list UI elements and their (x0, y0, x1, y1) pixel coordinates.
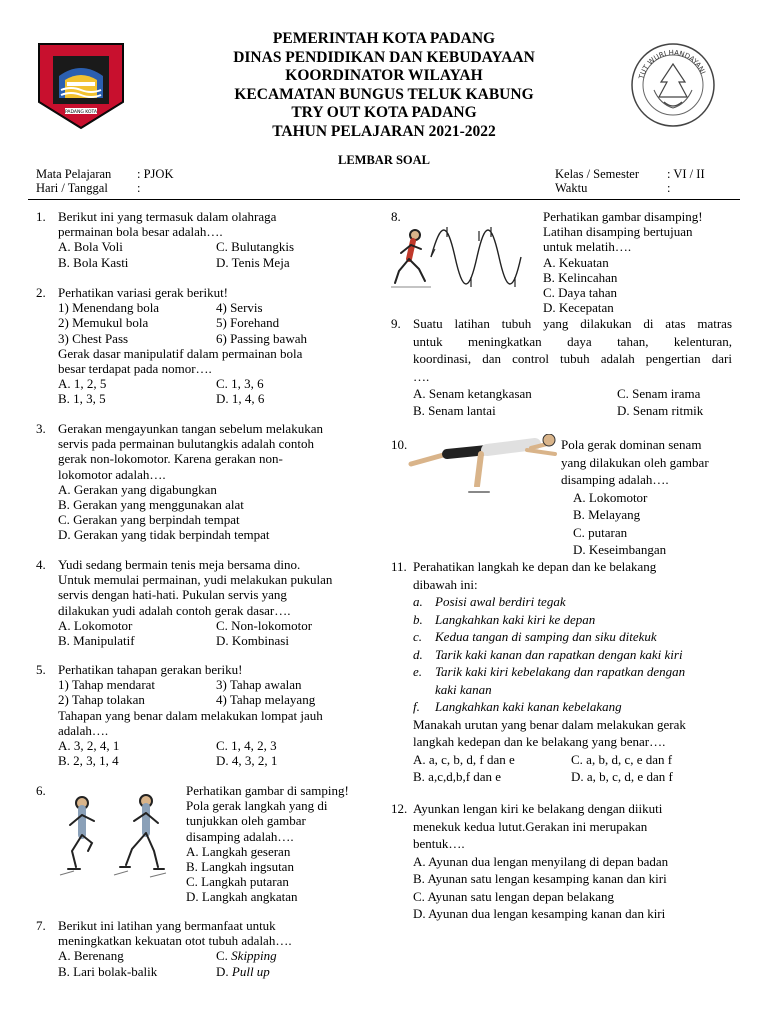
step-text: Tarik kaki kanan dan rapatkan dengan kaki kiri (435, 646, 683, 662)
option-b: B. Ayunan satu lengan kesamping kanan dan kiri (413, 871, 667, 886)
option-c: C. Daya tahan (543, 284, 618, 300)
question-7 (36, 918, 376, 979)
class-label: Kelas / Semester (555, 167, 640, 181)
option-a: A. Gerakan yang digabungkan (58, 481, 217, 497)
option-c: C. putaran (573, 524, 628, 540)
question-text: meningkatkan kekuatan otot tubuh adalah…. (58, 933, 292, 949)
question-text: Perhatikan tahapan gerakan beriku! (58, 662, 243, 677)
question-number: 3. (36, 421, 46, 436)
question-text: dilakukan yudi adalah contoh gerak dasar…. (58, 602, 291, 618)
question-number: 5. (36, 662, 46, 677)
item: 5) Forehand (216, 315, 280, 331)
time-value: : (667, 181, 671, 195)
option-d: D. Tenis Meja (216, 254, 290, 270)
item: 4) Servis (216, 300, 263, 316)
option-b: B. Manipulatif (58, 632, 135, 648)
option-c: C. Senam irama (617, 386, 701, 401)
option-b: B. Kelincahan (543, 269, 618, 285)
option-a: A. Ayunan dua lengan menyilang di depan badan (413, 853, 669, 869)
header-divider (28, 199, 740, 200)
question-number: 10. (391, 437, 408, 452)
option-b: B. Melayang (573, 507, 641, 522)
step-label: c. (413, 629, 423, 644)
item: 3) Chest Pass (58, 330, 129, 346)
step-text: Tarik kaki kiri kebelakang dan rapatkan dengan (435, 664, 686, 679)
question-text: Perhatikan gambar disamping! (543, 209, 703, 224)
item: 1) Tahap mendarat (58, 677, 156, 693)
left-logo-text: PADANG KOTA (65, 110, 97, 115)
question-text: permainan bola besar adalah…. (58, 224, 223, 240)
question-10 (391, 436, 736, 559)
tut-wuri-handayani-logo (630, 42, 716, 128)
question-text: dibawah ini: (413, 576, 478, 592)
question-text: Pola gerak dominan senam (561, 437, 702, 452)
question-1 (36, 209, 376, 270)
option-d: D. Pull up (216, 963, 270, 979)
step-text: kaki kanan (435, 681, 492, 697)
header-line-6: TAHUN PELAJARAN 2021-2022 (272, 122, 496, 140)
option-b: B. Senam lantai (413, 403, 496, 418)
question-text: Suatu latihan tubuh yang dilakukan di atas matras (413, 316, 732, 331)
option-a: A. Lokomotor (58, 617, 133, 633)
question-text: Untuk memulai permainan, yudi melakukan pukulan (58, 572, 333, 588)
question-text: Ayunkan lengan kiri ke belakang dengan diikuti (413, 801, 663, 816)
subject-value: : PJOK (137, 167, 174, 181)
header-line-1: PEMERINTAH KOTA PADANG (272, 30, 496, 47)
question-3 (36, 421, 376, 543)
question-text: servis dengan hati-hati. Pukulan servis yang (58, 587, 287, 603)
question-text: Perhatikan gambar di samping! (186, 783, 349, 798)
question-text: disamping adalah…. (561, 472, 669, 487)
question-text: lokomotor adalah…. (58, 466, 166, 482)
time-label: Waktu (555, 181, 588, 195)
option-c: C. Gerakan yang berpindah tempat (58, 512, 240, 528)
item: 2) Tahap tolakan (58, 692, 145, 708)
option-d: D. Ayunan dua lengan kesamping kanan dan kiri (413, 906, 666, 921)
question-number: 6. (36, 783, 46, 798)
question-5 (36, 662, 376, 768)
option-d: D. 1, 4, 6 (216, 391, 265, 407)
option-a: A. Kekuatan (543, 254, 609, 270)
right-logo-text: TUT WURI HANDAYANI (637, 48, 707, 80)
step-label: d. (413, 646, 423, 662)
option-b: B. Lari bolak-balik (58, 963, 158, 979)
option-c: C. a, b, d, c, e dan f (571, 751, 673, 767)
question-12 (391, 800, 736, 923)
sheet-title: LEMBAR SOAL (337, 153, 431, 167)
option-a: A. 1, 2, 5 (58, 376, 107, 392)
question-text: Gerak dasar manipulatif dalam permainan bola (58, 345, 303, 361)
question-text: …. (413, 368, 430, 384)
question-text: koordinasi, dan control tubuh adalah pengertian dari (413, 351, 732, 366)
option-a: A. Bola Voli (58, 239, 123, 255)
option-c: C. Langkah putaran (186, 874, 289, 890)
step-label: b. (413, 611, 423, 627)
option-d: D. Kecepatan (543, 300, 614, 316)
option-c: C. 1, 3, 6 (216, 376, 264, 392)
question-text: besar terdapat pada nomor…. (58, 360, 212, 376)
option-b: B. Langkah ingsutan (186, 858, 294, 874)
option-b: B. 2, 3, 1, 4 (58, 753, 119, 769)
question-text: menekuk kedua lutut.Gerakan ini merupakan (413, 818, 648, 834)
question-text: tunjukkan oleh gambar (186, 813, 306, 829)
question-text: untuk meningkatkan daya tahan, kelenturan, (413, 333, 732, 349)
step-text: Posisi awal berdiri tegak (435, 594, 566, 609)
question-11 (391, 558, 736, 786)
question-text: yang dilakukan oleh gambar (561, 454, 709, 470)
question-text: Berikut ini yang termasuk dalam olahraga (58, 209, 277, 224)
question-text: servis pada permainan bulutangkis adalah contoh (58, 436, 314, 452)
subject-label: Mata Pelajaran (36, 167, 112, 181)
question-text: Tahapan yang benar dalam melakukan lompat jauh (58, 707, 323, 723)
option-a: A. 3, 2, 4, 1 (58, 737, 120, 753)
option-a: A. Berenang (58, 948, 124, 964)
option-d: D. Senam ritmik (617, 403, 704, 418)
step-label: f. (413, 699, 420, 714)
option-b: B. a,c,d,b,f dan e (413, 769, 502, 784)
question-number: 12. (391, 801, 408, 816)
option-c: C. 1, 4, 2, 3 (216, 737, 277, 753)
step-text: Langkahkan kaki kiri ke depan (435, 611, 596, 627)
item: 3) Tahap awalan (216, 677, 302, 693)
question-number: 4. (36, 557, 46, 572)
header-line-2: DINAS PENDIDIKAN DAN KEBUDAYAAN (233, 48, 535, 66)
item: 6) Passing bawah (216, 330, 307, 346)
question-text: Yudi sedang bermain tenis meja bersama dino. (58, 557, 301, 572)
question-text: bentuk…. (413, 836, 465, 851)
question-text: Manakah urutan yang benar dalam melakukan gerak (413, 716, 686, 732)
option-d: D. Keseimbangan (573, 542, 667, 557)
question-text: Berikut ini latihan yang bermanfaat untuk (58, 918, 276, 933)
option-a: A. Langkah geseran (186, 843, 291, 859)
question-text: Latihan disamping bertujuan (543, 224, 693, 240)
option-c: C. Bulutangkis (216, 239, 295, 255)
zigzag-run-figure (391, 221, 531, 296)
question-9 (391, 315, 732, 419)
question-number: 9. (391, 316, 401, 331)
option-d: D. Kombinasi (216, 632, 289, 648)
option-b: B. 1, 3, 5 (58, 391, 106, 407)
question-text: disamping adalah…. (186, 828, 294, 844)
question-8 (391, 209, 736, 315)
day-value: : (137, 181, 141, 195)
option-c: C. Skipping (216, 948, 277, 964)
question-4 (36, 557, 376, 648)
class-value: : VI / II (667, 167, 705, 181)
question-text: Pola gerak langkah yang di (186, 798, 328, 814)
header-line-3: KOORDINATOR WILAYAH (285, 67, 483, 84)
step-label: e. (413, 664, 423, 679)
question-number: 8. (391, 209, 401, 224)
option-b: B. Bola Kasti (58, 254, 129, 270)
question-text: adalah…. (58, 722, 109, 738)
option-a: A. Senam ketangkasan (413, 386, 532, 401)
item: 4) Tahap melayang (216, 692, 316, 708)
option-d: D. Langkah angkatan (186, 889, 298, 905)
option-b: B. Gerakan yang menggunakan alat (58, 496, 244, 512)
question-number: 11. (391, 559, 407, 574)
option-d: D. a, b, c, d, e dan f (571, 769, 673, 784)
header-line-4: KECAMATAN BUNGUS TELUK KABUNG (234, 85, 534, 103)
header-line-5: TRY OUT KOTA PADANG (291, 104, 477, 121)
day-label: Hari / Tanggal (36, 181, 108, 195)
question-2 (36, 285, 376, 407)
question-text: langkah kedepan dan ke belakang yang benar…. (413, 734, 666, 749)
question-text: gerak non-lokomotor. Karena gerakan non- (58, 451, 283, 467)
item: 2) Memukul bola (58, 315, 149, 331)
question-6 (36, 783, 381, 905)
option-c: C. Non-lokomotor (216, 617, 313, 633)
step-label: a. (413, 594, 423, 609)
question-number: 2. (36, 285, 46, 300)
question-number: 7. (36, 918, 46, 933)
question-text: Perhatikan variasi gerak berikut! (58, 285, 229, 300)
step-pattern-figure (54, 791, 179, 881)
balance-pose-figure (407, 434, 557, 500)
question-text: untuk melatih…. (543, 239, 632, 255)
question-text: Gerakan mengayunkan tangan sebelum melakukan (58, 421, 323, 436)
option-c: C. Ayunan satu lengan depan belakang (413, 888, 614, 904)
option-d: D. 4, 3, 2, 1 (216, 753, 278, 769)
step-text: Langkahkan kaki kanan kebelakang (435, 699, 622, 714)
item: 1) Menendang bola (58, 300, 160, 316)
question-text: Perahatikan langkah ke depan dan ke belakang (413, 559, 657, 574)
step-text: Kedua tangan di samping dan siku ditekuk (435, 629, 657, 644)
option-a: A. a, c, b, d, f dan e (413, 751, 515, 767)
option-a: A. Lokomotor (573, 489, 648, 505)
question-number: 1. (36, 209, 46, 224)
option-d: D. Gerakan yang tidak berpindah tempat (58, 527, 270, 543)
